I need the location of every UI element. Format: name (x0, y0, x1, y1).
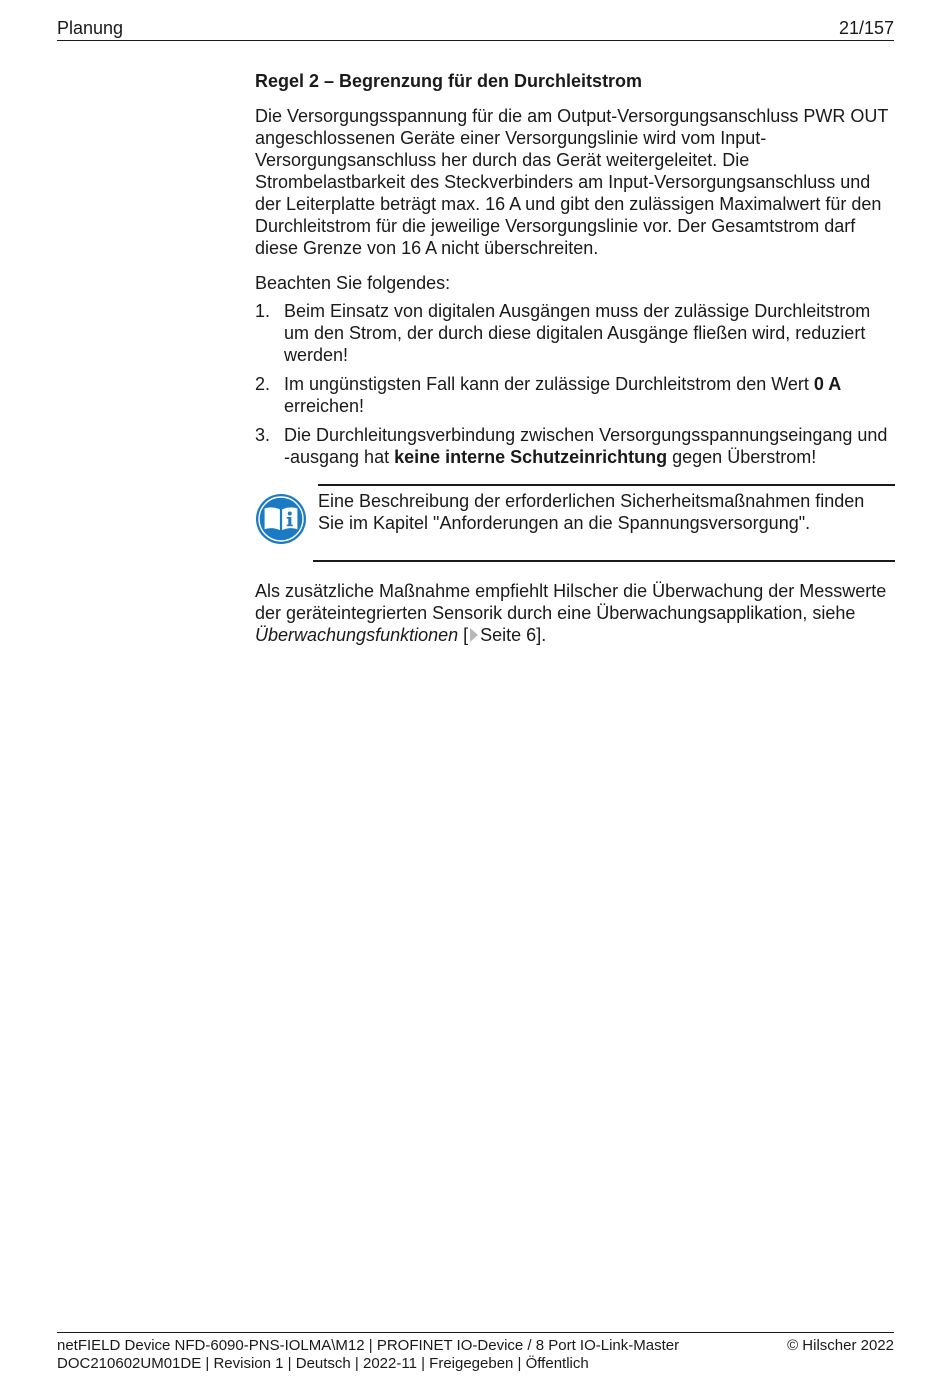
list-item (255, 300, 895, 366)
list-number: 3. (255, 425, 271, 445)
list-item-text-post: erreichen! (284, 396, 365, 416)
paragraph-supply: Die Versorgungsspannung für die am Output-Versorgungsanschluss PWR OUT angeschlossenen Geräte einer Versorgungslinie wird vom Input-Versorgungsanschluss her durch das Gerät weitergeleitet. Die Strombelastbarkeit des Steckverbinders am Input-Versorgungsanschluss und der Leiterplatte beträgt max. 16 A und gibt den zulässigen Maximalwert für den Durchleitstrom für die jeweilige Versorgungslinie vor. Der Gesamtstrom darf diese Grenze von 16 A nicht überschreiten. (255, 106, 888, 258)
page-footer (57, 1332, 894, 1372)
list-item-text-bold: keine interne Schutzeinrichtung (394, 447, 668, 467)
footer-product: netFIELD Device NFD-6090-PNS-IOLMA\M12 | PROFINET IO-Device / 8 Port IO-Link-Master (57, 1337, 680, 1354)
page-ref-arrow-icon (470, 628, 478, 642)
footer-document-info: DOC210602UM01DE | Revision 1 | Deutsch | 2022-11 | Freigegeben | Öffentlich (57, 1355, 589, 1372)
section-title: Planung (57, 18, 124, 38)
bracket-open: [ (458, 625, 469, 645)
note-bottom-rule (313, 560, 895, 562)
closing-text: Als zusätzliche Maßnahme empfiehlt Hilscher die Überwachung der Messwerte der geräteintegrierten Sensorik durch eine Überwachungsapplikation, siehe (255, 581, 887, 623)
bracket-close: ]. (536, 625, 547, 645)
list-number: 1. (255, 301, 271, 321)
note-text: Eine Beschreibung der erforderlichen Sicherheitsmaßnahmen finden Sie im Kapitel "Anforderungen an die Spannungsversorgung". (318, 491, 865, 533)
list-item-text-pre: Die Durchleitungsverbindung zwischen Versorgungsspannungseingang und -ausgang hat (284, 425, 888, 467)
info-book-icon (255, 493, 307, 545)
info-note (255, 484, 895, 562)
list-item-text-bold: 0 A (813, 374, 842, 394)
page-reference[interactable]: Seite 6 (480, 625, 537, 645)
note-top-rule (318, 484, 895, 486)
list-item (255, 373, 895, 417)
list-item-text-post: gegen Überstrom! (667, 447, 817, 467)
notes-list (255, 300, 895, 468)
list-item-text-pre: Im ungünstigsten Fall kann der zulässige Durchleitstrom den Wert (284, 374, 814, 394)
list-number: 2. (255, 374, 271, 394)
rule-heading: Regel 2 – Begrenzung für den Durchleitstrom (255, 71, 643, 91)
page-header (57, 14, 894, 41)
main-content (255, 70, 895, 659)
footer-copyright: © Hilscher 2022 (787, 1337, 894, 1354)
list-item-text: Beim Einsatz von digitalen Ausgängen muss der zulässige Durchleitstrom um den Strom, der durch diese digitalen Ausgänge fließen wird, reduziert werden! (284, 301, 871, 365)
cross-reference-link[interactable]: Überwachungsfunktionen (255, 625, 459, 645)
page-number: 21/157 (838, 18, 894, 38)
closing-paragraph (255, 580, 895, 646)
list-intro: Beachten Sie folgendes: (255, 273, 451, 293)
list-item (255, 424, 895, 468)
